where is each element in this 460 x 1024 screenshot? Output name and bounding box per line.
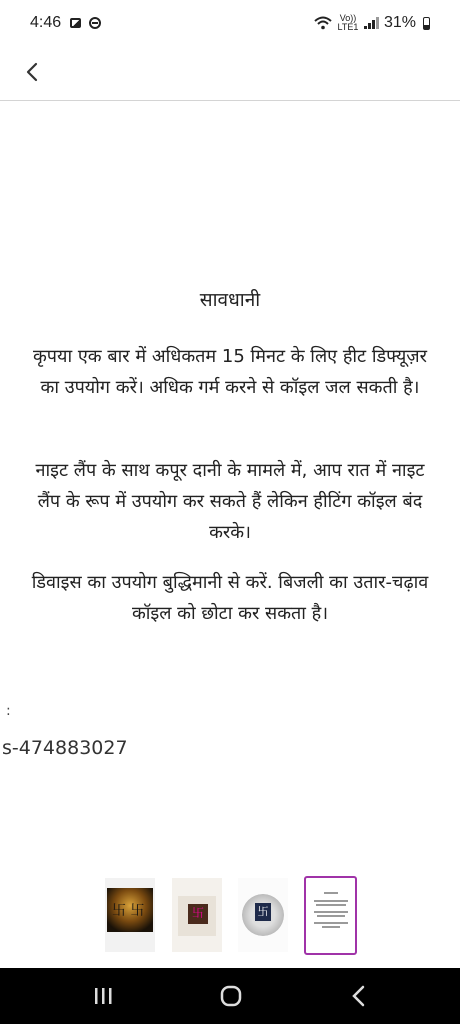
- thumbnail-4-image: [312, 890, 350, 930]
- network-type-label: Vo)) LTE1: [337, 13, 359, 32]
- caution-paragraph-3: डिवाइस का उपयोग बुद्धिमानी से करें. बिजली का उतार-चढ़ाव कॉइल को छोटा कर सकता है।: [31, 572, 429, 624]
- app-bar: [0, 46, 460, 101]
- thumbnail-strip: [0, 876, 460, 956]
- thumbnail-3-image: [242, 894, 284, 936]
- home-icon: [216, 982, 246, 1010]
- recent-apps-icon: [88, 982, 118, 1010]
- product-image[interactable]: [0, 101, 460, 861]
- chevron-left-icon: [18, 57, 48, 87]
- signal-bars-icon: [364, 17, 379, 29]
- gallery-icon: [70, 18, 81, 28]
- product-code: s-474883027: [2, 737, 128, 759]
- thumbnail-2-image: [178, 896, 216, 936]
- thumbnail-3[interactable]: [238, 878, 288, 952]
- status-time: 4:46: [30, 14, 62, 31]
- caution-paragraph-1: कृपया एक बार में अधिकतम 15 मिनट के लिए हीट डिफ्यूज़र का उपयोग करें। अधिक गर्म करने से कॉइल जल सकती है।: [32, 346, 427, 398]
- caution-heading: सावधानी: [199, 289, 261, 311]
- caution-paragraph-2: नाइट लैंप के साथ कपूर दानी के मामले में, आप रात में नाइट लैंप के रूप में उपयोग कर सकते हैं लेकिन हीटिंग कॉइल बंद करके।: [35, 460, 425, 543]
- do-not-disturb-icon: [89, 17, 101, 29]
- home-button[interactable]: [216, 982, 246, 1010]
- wifi-icon: [314, 16, 332, 30]
- back-button[interactable]: [18, 57, 48, 87]
- thumbnail-2[interactable]: [172, 878, 222, 952]
- recent-apps-button[interactable]: [88, 982, 118, 1010]
- thumbnail-1[interactable]: [105, 878, 155, 952]
- back-icon: [344, 982, 374, 1010]
- battery-icon: [423, 17, 430, 30]
- thumbnail-4-selected[interactable]: [304, 876, 357, 955]
- status-bar: [0, 0, 460, 46]
- battery-percent: 31%: [383, 14, 416, 31]
- thumbnail-1-image: [107, 888, 153, 932]
- system-nav-bar: [0, 968, 460, 1024]
- stray-mark: :: [6, 703, 11, 719]
- nav-back-button[interactable]: [344, 982, 374, 1010]
